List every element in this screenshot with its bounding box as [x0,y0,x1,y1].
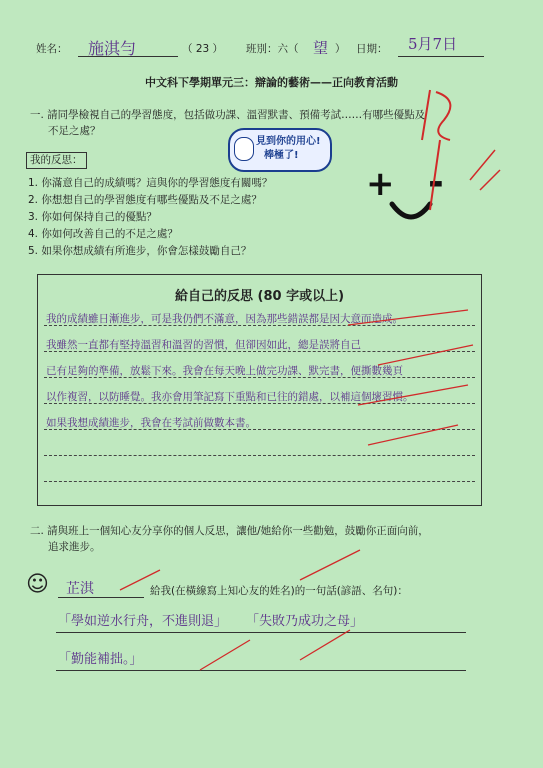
plus-sign: + [366,164,395,204]
q1-prompt-line2: 不足之處？ [48,125,101,137]
reflection-line-2: 我雖然一直都有堅持溫習和溫習的習慣，但卻因如此，總是誤將自己 [46,339,361,351]
q1-prompt-line1: 一. 請同學檢視自己的學習態度，包括做功課、溫習默書、預備考試……有哪些優點及 [30,109,426,121]
date-label: 日期： [356,43,388,55]
name-value: 施淇勻 [88,39,137,58]
student-number: （ 23 ） [182,43,224,55]
q1-item-1: 1. 你滿意自己的成績嗎？這與你的學習態度有關嗎？ [28,177,273,189]
class-close: ） [335,43,346,55]
reflection-line-3: 已有足夠的準備，放鬆下來。我會在每天晚上做完功課、默完書，便撕數幾頁 [46,365,403,377]
q1-item-3: 3. 你如何保持自己的優點？ [28,211,157,223]
date-value: 5月7日 [408,35,458,53]
q1-item-5: 5. 如果你想成績有所進步，你會怎樣鼓勵自己？ [28,245,252,257]
smiley-icon: ☺ [26,572,49,597]
name-underline [78,56,178,57]
q2-prompt-line1: 二. 請與班上一個知心友分享你的個人反思，讓他/她給你一些勸勉，鼓勵你正面向前， [30,525,429,537]
reflection-line-4: 以作複習，以防睡覺。我亦會用筆記寫下重點和已往的錯處，以補這個壞習慣。 [46,391,414,403]
sticker-line1: 見到你的用心! [256,136,321,147]
reflection-line-5: 如果我想成績進步，我會在考試前做數本書。 [46,417,256,429]
frog-icon [234,137,254,161]
q1-item-4: 4. 你如何改善自己的不足之處？ [28,228,178,240]
friend-name: 芷淇 [66,581,94,597]
praise-sticker [228,128,332,172]
name-label: 姓名： [36,43,68,55]
teacher-score-mark [400,80,510,220]
reflection-label: 我的反思： [26,152,87,169]
q2-prompt-line2: 追求進步。 [48,541,101,553]
sticker-line2: 棒極了! [264,150,299,161]
q1-item-2: 2. 你想想自己的學習態度有哪些優點及不足之處？ [28,194,262,206]
reflection-line-1: 我的成績雖日漸進步，可是我仍們不滿意，因為那些錯誤都是因大意而造成。 [46,313,403,325]
quote-3: 「勤能補拙。」 [58,652,143,667]
teacher-tick-marks [338,305,478,485]
minus-sign: - [428,160,444,204]
quote-1: 「學如逆水行舟，不進則退」 [58,614,228,629]
date-underline [398,56,484,57]
quote-2: 「失敗乃成功之母」 [246,614,364,629]
class-label: 班別：六（ [246,43,299,55]
teacher-tick-marks-q2 [100,540,400,680]
reflection-box [37,274,482,506]
give-text: 給我(在橫線寫上知心友的姓名)的一句話(諺語、名句)： [150,585,408,597]
reflection-box-title: 給自己的反思 (80 字或以上) [174,289,345,304]
class-value: 望 [313,39,329,57]
page-title: 中文科下學期單元三：辯論的藝術——正向教育活動 [145,76,398,89]
